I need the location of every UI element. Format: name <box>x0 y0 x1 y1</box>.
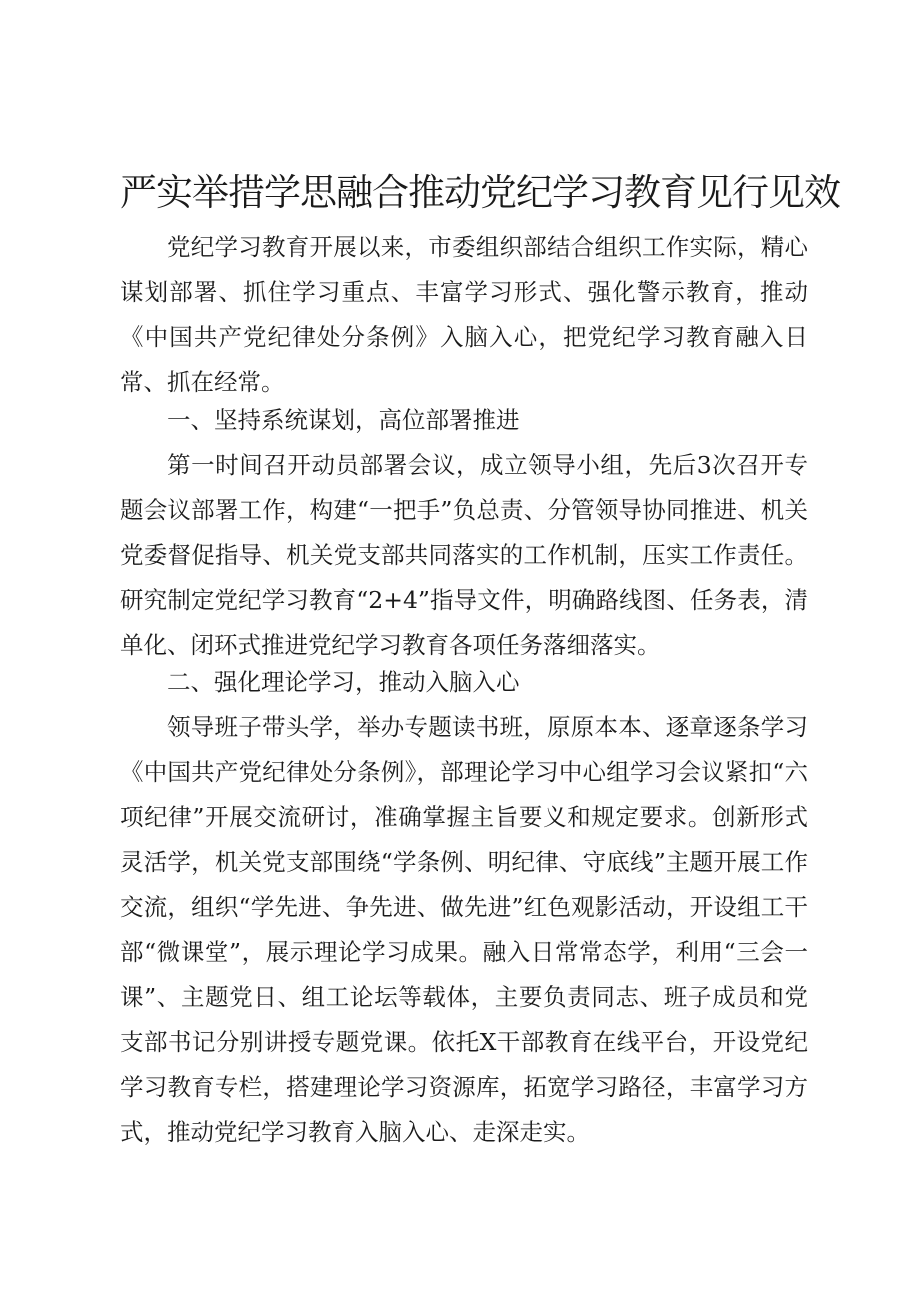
section-paragraph-2: 领导班子带头学，举办专题读书班，原原本本、逐章逐条学习《中国共产党纪律处分条例》，部理论学习中心组学习会议紧扣“六项纪律”开展交流研讨，准确掌握主旨要义和规定要求。创新形式灵活学，机关党支部围绕“学条例、明纪律、守底线”主题开展工作交流，组织“学先进、争先进、做先进”红色观影活动，开设组工干部“微课堂”，展示理论学习成果。融入日常常态学，利用“三会一课”、主题党日、组工论坛等载体，主要负责同志、班子成员和党支部书记分别讲授专题党课。依托X干部教育在线平台，开设党纪学习教育专栏，搭建理论学习资源库，拓宽学习路径，丰富学习方式，推动党纪学习教育入脑入心、走深走实。 <box>120 713 808 1146</box>
section-paragraph-1: 第一时间召开动员部署会议，成立领导小组，先后3次召开专题会议部署工作，构建“一把手”负总责、分管领导协同推进、机关党委督促指导、机关党支部共同落实的工作机制，压实工作责任。研究制定党纪学习教育“2+4”指导文件，明确路线图、任务表，清单化、闭环式推进党纪学习教育各项任务落细落实。 <box>120 451 808 659</box>
document-title: 严实举措学思融合推动党纪学习教育见行见效 <box>120 171 840 214</box>
section-heading-1: 一、坚持系统谋划，高位部署推进 <box>167 406 520 434</box>
section-heading-2: 二、强化理论学习，推动入脑入心 <box>167 668 520 696</box>
intro-paragraph: 党纪学习教育开展以来，市委组织部结合组织工作实际，精心谋划部署、抓住学习重点、丰富学习形式、强化警示教育，推动《中国共产党纪律处分条例》入脑入心，把党纪学习教育融入日常、抓在经常。 <box>120 233 808 396</box>
